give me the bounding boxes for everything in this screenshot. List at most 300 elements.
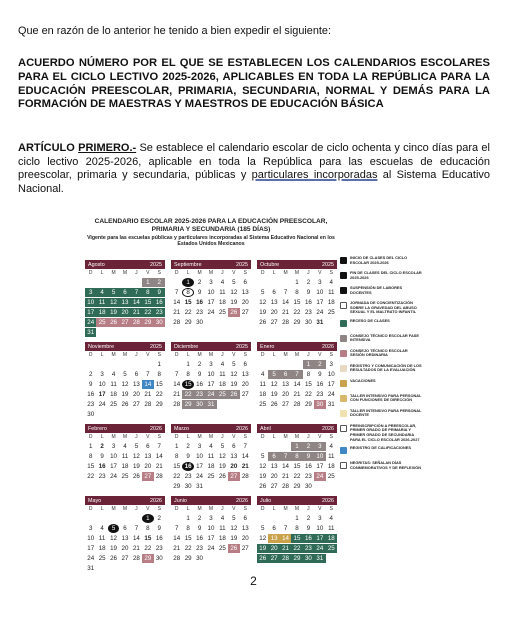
day-cell: 6 (243, 279, 247, 286)
day-cell: 16 (196, 381, 203, 388)
day-cell: 13 (230, 453, 238, 460)
weekday-label: L (272, 506, 276, 512)
legend-swatch (340, 287, 347, 294)
day-cell: 16 (154, 298, 165, 307)
day-cell: 4 (329, 279, 333, 286)
day-cell: 9 (197, 371, 202, 378)
month-name: Agosto (88, 261, 105, 268)
day-cell: 10 (207, 371, 215, 378)
day-cell: 27 (241, 309, 249, 316)
day-cell: 5 (108, 288, 119, 297)
day-cell: 31 (327, 401, 335, 408)
weekday-label: V (232, 352, 236, 358)
day-cell: 23 (303, 544, 314, 553)
weekday-label: J (307, 270, 310, 276)
day-cell: 31 (314, 554, 325, 563)
day-cell: 17 (110, 463, 117, 470)
day-cell: 23 (155, 545, 163, 552)
day-cell: 4 (100, 525, 104, 532)
day-cell: 25 (121, 473, 129, 480)
day-cell: 23 (87, 401, 95, 408)
day-cell: 31 (196, 483, 203, 490)
month-grid (85, 434, 165, 481)
day-cell: 23 (304, 309, 312, 316)
day-cell: 31 (316, 319, 324, 326)
agreement-heading: ACUERDO NÚMERO POR EL QUE SE ESTABLECEN LOS CALENDARIOS ESCOLARES PARA EL CICLO LECTIVO 2025-2026, APLICABLES EN TODA LA REPÚBLICA PARA LA EDUCACIÓN PREESCOLAR, PRIMARIA, SECUNDARIA, NORMAL Y DEMÁS PARA LA FORMACIÓN DE MAESTRAS Y MAESTROS DE EDUCACIÓN BÁSICA (18, 57, 490, 111)
day-cell: 20 (270, 473, 278, 480)
day-cell: 3 (329, 361, 333, 368)
day-cell: 23 (184, 473, 192, 480)
day-cell: 12 (121, 381, 129, 388)
day-cell: 31 (205, 400, 216, 409)
empty-cell (108, 278, 119, 287)
day-cell: 24 (87, 555, 95, 562)
day-cell: 23 (154, 308, 165, 317)
day-cell: 25 (96, 318, 107, 327)
day-cell: 8 (291, 452, 302, 461)
day-cell: 23 (316, 391, 324, 398)
day-cell: 3 (88, 525, 93, 532)
month-year: 2026 (322, 497, 334, 504)
weekday-label: D (260, 352, 265, 358)
day-cell: 18 (96, 308, 107, 317)
month-grid (171, 434, 251, 491)
day-cell: 28 (241, 473, 249, 480)
weekday-label: V (146, 270, 150, 276)
day-cell: 19 (230, 381, 238, 388)
day-cell: 22 (304, 391, 312, 398)
day-cell: 9 (88, 381, 93, 388)
month-grid (257, 506, 337, 563)
day-cell: 16 (196, 535, 203, 542)
weekday-label: L (100, 434, 104, 440)
day-cell: 28 (173, 401, 181, 408)
day-cell: 28 (131, 318, 142, 327)
day-cell: 19 (257, 544, 268, 553)
day-cell: 7 (157, 443, 161, 450)
legend-swatch (340, 410, 347, 417)
month-name: Junio (174, 497, 187, 504)
month-grid (257, 270, 337, 327)
empty-cell (280, 514, 291, 523)
day-cell: 17 (207, 535, 215, 542)
day-cell: 7 (280, 452, 291, 461)
day-cell: 15 (304, 381, 312, 388)
day-cell: 18 (218, 535, 226, 542)
weekday-label: L (186, 506, 190, 512)
day-cell: 13 (121, 535, 129, 542)
day-cell: 23 (98, 473, 106, 480)
day-cell: 22 (291, 544, 302, 553)
weekday-label: S (157, 352, 161, 358)
month-grid (85, 352, 165, 419)
empty-cell (291, 360, 302, 369)
day-cell: 18 (98, 545, 106, 552)
day-cell: 24 (110, 473, 117, 480)
day-cell: 29 (291, 554, 302, 563)
day-cell: 8 (295, 525, 299, 532)
day-cell: 3 (318, 279, 322, 286)
day-cell: 4 (329, 515, 333, 522)
day-cell: 11 (98, 535, 106, 542)
day-cell: 5 (220, 443, 225, 450)
day-cell: 25 (326, 544, 337, 553)
day-cell: 7 (174, 289, 179, 296)
weekday-label: M (283, 270, 288, 276)
day-cell: 4 (96, 288, 107, 297)
day-cell: 21 (173, 309, 181, 316)
weekday-label: M (111, 434, 116, 440)
day-cell: 13 (241, 525, 249, 532)
day-cell: 23 (304, 473, 312, 480)
weekday-label: S (243, 352, 247, 358)
day-cell: 1 (182, 278, 193, 287)
day-cell: 15 (184, 299, 192, 306)
month-marzo (171, 424, 251, 491)
day-cell: 6 (280, 370, 291, 379)
legend-swatch (340, 257, 347, 264)
weekday-label: D (88, 434, 93, 440)
month-year: 2025 (236, 261, 248, 268)
weekday-label: V (318, 270, 322, 276)
month-year: 2026 (150, 497, 162, 504)
day-cell: 23 (194, 390, 205, 399)
legend-item (340, 424, 422, 442)
day-cell: 11 (219, 525, 226, 532)
day-cell: 10 (207, 289, 215, 296)
day-cell: 13 (270, 463, 278, 470)
day-cell: 27 (132, 401, 140, 408)
day-cell: 17 (327, 381, 335, 388)
day-cell: 15 (184, 535, 192, 542)
day-cell: 12 (132, 453, 140, 460)
month-year: 2026 (322, 425, 334, 432)
weekday-label: J (135, 506, 138, 512)
day-cell: 30 (87, 411, 95, 418)
month-header (257, 424, 337, 433)
day-cell: 19 (121, 391, 129, 398)
weekday-label: V (146, 352, 150, 358)
weekday-label: J (221, 506, 224, 512)
calendar-title: CALENDARIO ESCOLAR 2025-2026 PARA LA EDUCACIÓN PREESCOLAR, PRIMARIA Y SECUNDARIA (185 DÍAS) (94, 218, 328, 233)
empty-cell (96, 278, 107, 287)
weekday-label: D (88, 506, 93, 512)
day-cell: 25 (207, 473, 215, 480)
legend-item (340, 379, 422, 390)
day-cell: 8 (306, 371, 311, 378)
day-cell: 26 (132, 473, 140, 480)
day-cell: 3 (209, 279, 213, 286)
weekday-label: D (260, 434, 265, 440)
weekday-label: V (232, 270, 236, 276)
weekday-label: D (260, 506, 265, 512)
weekday-label: M (197, 270, 202, 276)
calendar-legend (340, 256, 422, 476)
legend-item (340, 349, 422, 360)
day-cell: 12 (108, 298, 119, 307)
weekday-label: L (272, 270, 276, 276)
day-cell: 12 (259, 299, 267, 306)
month-febrero (85, 424, 165, 491)
weekday-label: J (221, 352, 224, 358)
legend-swatch (340, 272, 347, 279)
day-cell: 10 (314, 452, 325, 461)
day-cell: 10 (98, 381, 106, 388)
day-cell: 21 (131, 308, 142, 317)
month-year: 2026 (150, 425, 162, 432)
day-cell: 3 (314, 442, 325, 451)
day-cell: 10 (196, 453, 203, 460)
legend-swatch (340, 335, 347, 342)
day-cell: 31 (85, 328, 96, 337)
day-cell: 27 (282, 401, 289, 408)
weekday-label: V (146, 506, 150, 512)
day-cell: 29 (293, 483, 301, 490)
day-cell: 3 (100, 371, 104, 378)
day-cell: 2 (154, 278, 165, 287)
empty-cell (131, 514, 142, 523)
month-header (257, 260, 337, 269)
weekday-label: D (88, 270, 93, 276)
weekday-label: M (122, 352, 128, 358)
month-header (85, 496, 165, 505)
day-cell: 7 (174, 525, 179, 532)
weekday-label: M (208, 506, 214, 512)
day-cell: 8 (88, 453, 93, 460)
day-cell: 19 (108, 308, 119, 317)
legend-item (340, 334, 422, 345)
day-cell: 17 (316, 463, 324, 470)
day-cell: 27 (270, 483, 278, 490)
day-cell: 19 (110, 545, 117, 552)
day-cell: 25 (259, 401, 267, 408)
day-cell: 17 (207, 299, 215, 306)
empty-cell (280, 360, 291, 369)
day-cell: 19 (270, 391, 278, 398)
day-cell: 29 (155, 401, 163, 408)
day-cell: 8 (295, 289, 299, 296)
day-cell: 9 (306, 289, 311, 296)
day-cell: 3 (111, 443, 116, 450)
legend-item (340, 319, 422, 330)
weekday-label: M (197, 434, 202, 440)
weekday-label: J (307, 506, 310, 512)
day-cell: 1 (88, 443, 93, 450)
day-cell: 11 (328, 453, 335, 460)
weekday-label: S (157, 434, 161, 440)
day-cell: 18 (218, 381, 226, 388)
weekday-label: V (232, 506, 236, 512)
month-header (85, 342, 165, 351)
day-cell: 24 (314, 544, 325, 553)
day-cell: 8 (186, 525, 190, 532)
day-cell: 7 (291, 370, 302, 379)
month-name: Mayo (88, 497, 102, 504)
legend-label: INICIO DE CLASES DEL CICLO ESCOLAR 2025-2026 (350, 255, 408, 265)
day-cell: 6 (123, 525, 127, 532)
day-cell: 21 (144, 391, 152, 398)
day-cell: 15 (87, 463, 95, 470)
day-cell: 20 (282, 391, 289, 398)
legend-item (340, 364, 422, 375)
day-cell: 8 (157, 371, 161, 378)
empty-cell (119, 278, 130, 287)
legend-swatch (340, 462, 347, 469)
weekday-label: L (100, 352, 104, 358)
day-cell: 24 (314, 472, 325, 481)
day-cell: 21 (241, 463, 249, 470)
day-cell: 25 (327, 309, 335, 316)
weekday-label: D (174, 506, 179, 512)
day-cell: 26 (228, 308, 239, 317)
weekday-label: M (294, 352, 300, 358)
day-cell: 12 (259, 535, 267, 542)
day-cell: 13 (241, 289, 249, 296)
day-cell: 20 (268, 544, 279, 553)
day-cell: 5 (134, 443, 139, 450)
school-calendar-image (82, 212, 424, 572)
weekday-label: S (329, 270, 333, 276)
month-noviembre (85, 342, 165, 419)
day-cell: 11 (219, 289, 226, 296)
weekday-label: M (208, 352, 214, 358)
day-cell: 6 (134, 371, 139, 378)
month-octubre (257, 260, 337, 337)
empty-cell (171, 360, 182, 369)
day-cell: 10 (316, 289, 324, 296)
weekday-label: J (307, 352, 310, 358)
day-cell: 14 (293, 381, 301, 388)
weekday-label: M (294, 506, 300, 512)
day-cell: 5 (108, 524, 119, 533)
article-first (18, 142, 490, 196)
month-name: Septiembre (174, 261, 202, 268)
month-year: 2025 (322, 261, 334, 268)
day-cell: 18 (327, 463, 335, 470)
day-cell: 10 (110, 453, 117, 460)
month-name: Abril (260, 425, 271, 432)
month-header (171, 342, 251, 351)
day-cell: 30 (303, 554, 314, 563)
calendar-months (85, 260, 337, 573)
day-cell: 2 (100, 443, 104, 450)
day-cell: 13 (144, 453, 152, 460)
day-cell: 26 (259, 319, 267, 326)
day-cell: 25 (327, 473, 335, 480)
day-cell: 13 (241, 371, 249, 378)
day-cell: 20 (144, 463, 152, 470)
day-cell: 24 (207, 545, 215, 552)
day-cell: 29 (293, 319, 301, 326)
weekday-label: J (221, 270, 224, 276)
day-cell: 14 (132, 535, 140, 542)
day-cell: 26 (270, 401, 278, 408)
day-cell: 9 (186, 453, 190, 460)
day-cell: 16 (304, 299, 312, 306)
day-cell: 31 (87, 565, 95, 572)
day-cell: 28 (132, 555, 140, 562)
day-cell: 22 (293, 309, 301, 316)
day-cell: 30 (196, 555, 203, 562)
day-cell: 6 (243, 515, 247, 522)
day-cell: 5 (123, 371, 127, 378)
day-cell: 26 (257, 554, 268, 563)
day-cell: 7 (174, 371, 179, 378)
weekday-label: D (260, 270, 265, 276)
weekday-label: J (307, 434, 310, 440)
day-cell: 1 (142, 514, 153, 523)
day-cell: 2 (197, 515, 202, 522)
day-cell: 5 (232, 279, 236, 286)
day-cell: 19 (259, 473, 267, 480)
day-cell: 11 (328, 525, 335, 532)
weekday-label: L (100, 270, 104, 276)
day-cell: 22 (173, 473, 181, 480)
weekday-label: D (174, 434, 179, 440)
day-cell: 22 (155, 391, 163, 398)
month-header (85, 424, 165, 433)
weekday-label: M (111, 270, 116, 276)
day-cell: 2 (197, 279, 202, 286)
day-cell: 11 (96, 298, 107, 307)
day-cell: 7 (243, 443, 247, 450)
day-cell: 21 (282, 473, 289, 480)
month-year: 2026 (236, 425, 248, 432)
day-cell: 15 (173, 463, 181, 470)
day-cell: 17 (85, 308, 96, 317)
day-cell: 29 (304, 401, 312, 408)
month-mayo (85, 496, 165, 573)
day-cell: 26 (259, 483, 267, 490)
day-cell: 20 (270, 309, 278, 316)
weekday-label: M (208, 270, 214, 276)
weekday-label: L (186, 270, 190, 276)
day-cell: 24 (316, 309, 324, 316)
day-cell: 10 (85, 298, 96, 307)
day-cell: 17 (314, 534, 325, 543)
legend-item (340, 286, 422, 297)
day-cell: 24 (196, 473, 203, 480)
day-cell: 14 (173, 381, 181, 388)
day-cell: 12 (230, 371, 238, 378)
day-cell: 13 (282, 381, 289, 388)
day-cell: 27 (241, 391, 249, 398)
day-cell: 19 (132, 463, 140, 470)
weekday-label: M (294, 270, 300, 276)
day-cell: 6 (268, 452, 279, 461)
legend-swatch (340, 395, 347, 402)
day-cell: 16 (182, 462, 193, 471)
weekday-label: V (318, 506, 322, 512)
day-cell: 27 (121, 555, 129, 562)
day-cell: 10 (87, 535, 95, 542)
weekday-label: S (329, 506, 333, 512)
day-cell: 17 (98, 391, 106, 398)
day-cell: 13 (268, 534, 279, 543)
day-cell: 20 (241, 381, 249, 388)
day-cell: 7 (131, 288, 142, 297)
day-cell: 14 (155, 453, 163, 460)
day-cell: 16 (196, 299, 203, 306)
day-cell: 5 (232, 515, 236, 522)
article-body-1: Se establece el calendario escolar de ciclo ochenta y cinco días para el ciclo lectivo 2025-2026, aplicable en toda la República para las escuelas de educación preescolar, primaria y secundaria, públicas y (18, 142, 490, 182)
empty-cell (85, 514, 96, 523)
weekday-label: L (186, 352, 190, 358)
legend-item (340, 409, 422, 420)
day-cell: 2 (197, 361, 202, 368)
day-cell: 26 (218, 473, 226, 480)
day-cell: 4 (329, 443, 333, 450)
